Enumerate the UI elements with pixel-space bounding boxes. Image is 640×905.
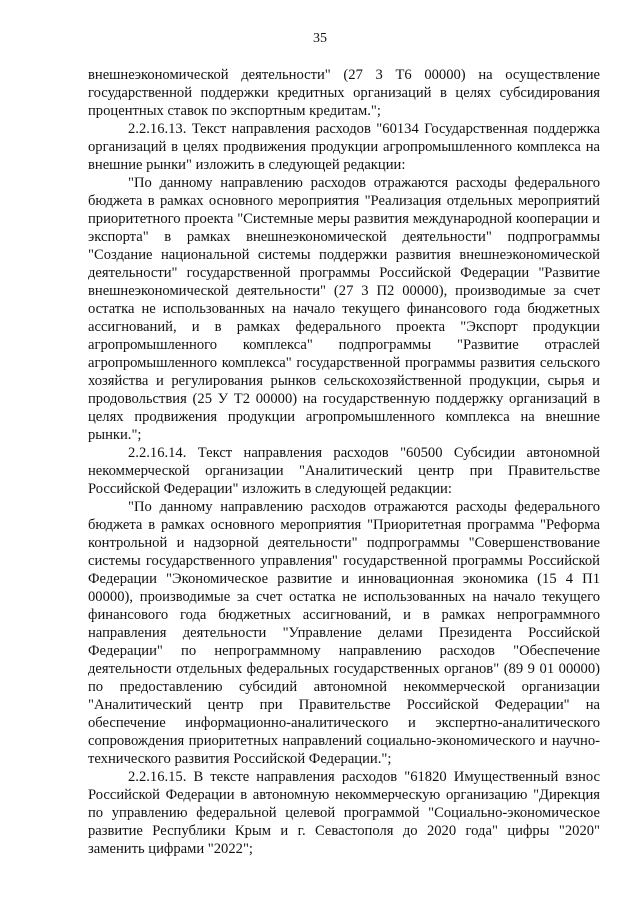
paragraph-quote-60134: "По данному направлению расходов отражаются расходы федерального бюджета в рамках основного мероприятия "Реализация отдельных мероприятий приоритетного проекта "Системные меры развития международной кооперации и экспорта" в рамках внешнеэкономической деятельности" подпрограммы "Создание национальной системы поддержки развития внешнеэкономической деятельности" государственной программы Российской Федерации "Развитие внешнеэкономической деятельности" (27 3 П2 00000), производимые за счет остатка не использованных на начало текущего финансового года бюджетных ассигнований, и в рамках федерального проекта "Экспорт продукции агропромышленного комплекса" подпрограммы "Развитие отраслей агропромышленного комплекса" государственной программы развития сельского хозяйства и регулирования рынков сельскохозяйственной продукции, сырья и продовольствия (25 У Т2 00000) на государственную поддержку организаций в целях продвижения продукции агропромышленного комплекса на внешние рынки.";: [88, 175, 600, 443]
page-number: 35: [313, 31, 327, 46]
paragraph-continuation: внешнеэкономической деятельности" (27 3 Т6 00000) на осуществление государственной поддержки кредитных организаций в целях субсидирования процентных ставок по экспортным кредитам.";: [88, 67, 600, 119]
paragraph-2-2-16-13: 2.2.16.13. Текст направления расходов "60134 Государственная поддержка организаций в целях продвижения продукции агропромышленного комплекса на внешние рынки" изложить в следующей редакции:: [88, 121, 600, 173]
paragraph-2-2-16-15: 2.2.16.15. В тексте направления расходов "61820 Имущественный взнос Российской Федерации в автономную некоммерческую организацию "Дирекция по управлению федеральной целевой программой "Социально-экономическое развитие Республики Крым и г. Севастополя до 2020 года" цифры "2020" заменить цифрами "2022";: [88, 769, 600, 857]
document-body: [88, 66, 600, 858]
paragraph-2-2-16-14: 2.2.16.14. Текст направления расходов "60500 Субсидии автономной некоммерческой организации "Аналитический центр при Правительстве Российской Федерации" изложить в следующей редакции:: [88, 445, 600, 497]
paragraph-quote-60500: "По данному направлению расходов отражаются расходы федерального бюджета в рамках основного мероприятия "Приоритетная программа "Реформа контрольной и надзорной деятельности" подпрограммы "Совершенствование системы государственного управления" государственной программы Российской Федерации "Экономическое развитие и инновационная экономика (15 4 П1 00000), производимые за счет остатка не использованных на начало текущего финансового года бюджетных ассигнований, и в рамках непрограммного направления деятельности "Управление делами Президента Российской Федерации" по непрограммному направлению расходов "Обеспечение деятельности отдельных федеральных государственных органов" (89 9 01 00000) по предоставлению субсидий автономной некоммерческой организации "Аналитический центр при Правительстве Российской Федерации" на обеспечение информационно-аналитического и экспертно-аналитического сопровождения приоритетных направлений социально-экономического и научно-технического развития Российской Федерации.";: [88, 499, 600, 767]
